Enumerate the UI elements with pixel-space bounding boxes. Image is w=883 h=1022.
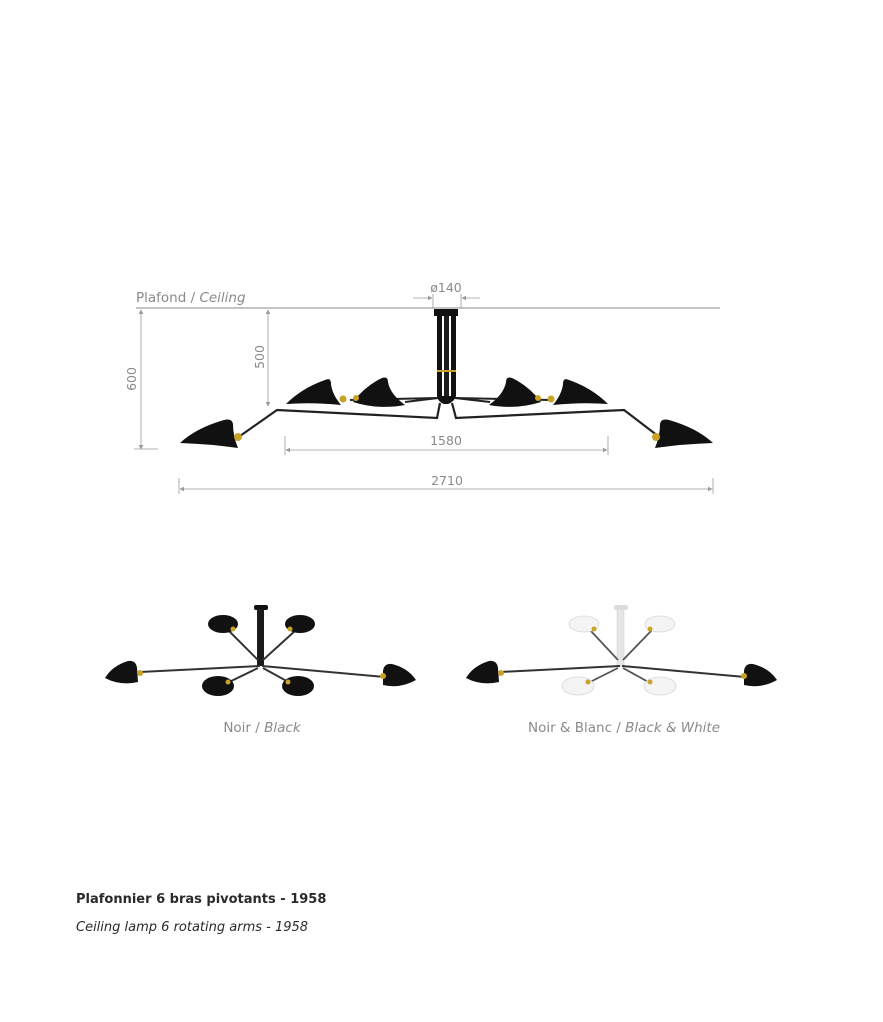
shade-black-5 [202, 676, 234, 696]
height-total-value: 600 [124, 367, 139, 391]
ceiling-label: Plafond / Ceiling [136, 290, 246, 306]
lamp-elevation [180, 309, 713, 448]
shade-bw-5 [562, 677, 594, 695]
diameter-dimension [413, 280, 480, 308]
lamp-shade-mid-right [553, 379, 608, 405]
lamp-shade-outer-right [655, 420, 713, 449]
shade-black-2 [383, 664, 416, 686]
width-total-dimension [179, 473, 713, 494]
caption-subtitle: Ceiling lamp 6 rotating arms - 1958 [76, 920, 309, 935]
width-inner-dimension [285, 433, 608, 455]
lamp-shade-inner-right [489, 378, 541, 407]
lamp-shade-inner-left [353, 378, 405, 407]
height-canopy-value: 500 [252, 345, 267, 369]
variant-black-white [466, 605, 777, 736]
variant-black [105, 605, 416, 736]
lamp-shade-outer-left [180, 420, 238, 449]
variant-black-label: Noir / Black [223, 720, 301, 736]
width-inner-value: 1580 [430, 433, 462, 448]
shade-bw-2 [744, 664, 777, 686]
diameter-value: ø140 [430, 280, 462, 295]
caption-title: Plafonnier 6 bras pivotants - 1958 [76, 892, 327, 907]
height-total-dimension [124, 310, 158, 449]
lamp-shade-mid-left [286, 379, 341, 405]
width-total-value: 2710 [431, 473, 463, 488]
height-canopy-dimension [252, 310, 268, 406]
elevation-drawing [124, 280, 720, 494]
shade-black-6 [282, 676, 314, 696]
shade-black-1 [105, 661, 138, 683]
shade-bw-6 [644, 677, 676, 695]
shade-bw-1 [466, 661, 499, 683]
variant-black-white-label: Noir & Blanc / Black & White [527, 720, 721, 736]
